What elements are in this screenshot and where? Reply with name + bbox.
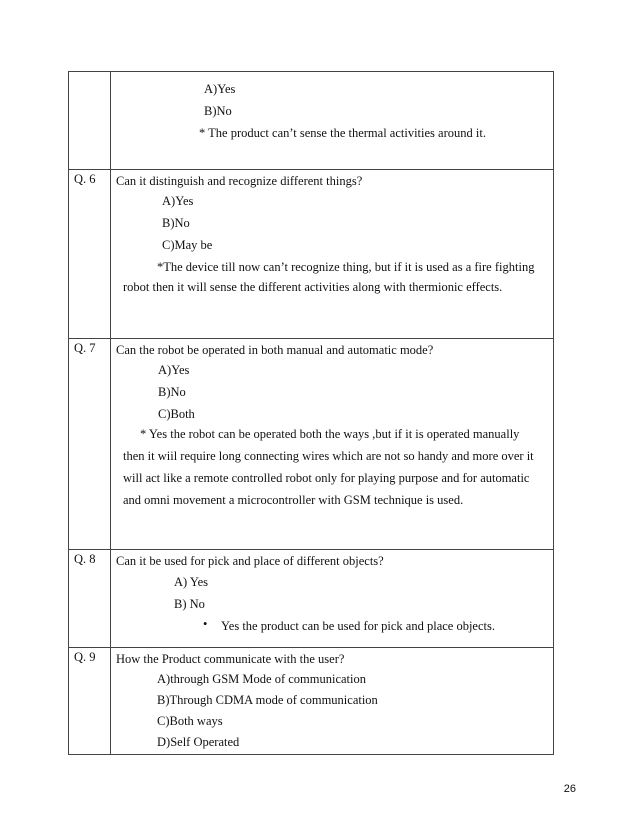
question-text: Can the robot be operated in both manual and automatic mode? <box>116 343 434 357</box>
table-row <box>68 647 554 755</box>
question-cell <box>111 550 553 647</box>
questionnaire-table <box>68 71 554 755</box>
option-a: A)through GSM Mode of communication <box>157 672 367 686</box>
table-row <box>68 338 554 549</box>
answer-note-cont: will act like a remote controlled robot only for playing purpose and for automatic <box>123 471 530 485</box>
question-number: Q. 6 <box>69 170 111 338</box>
option-b: B)No <box>158 385 186 399</box>
answer-note-cont: robot then it will sense the different activities along with thermionic effects. <box>123 280 503 294</box>
option-d: D)Self Operated <box>157 735 240 749</box>
table-row <box>68 71 554 169</box>
option-b: B)No <box>204 104 232 118</box>
answer-note-cont: then it wiil require long connecting wires which are not so handy and more over it <box>123 449 534 463</box>
answer-note: * The product can’t sense the thermal activities around it. <box>199 126 486 140</box>
option-a: A) Yes <box>174 575 209 589</box>
table-row <box>68 169 554 338</box>
question-text: Can it be used for pick and place of different objects? <box>116 554 384 568</box>
question-number <box>69 72 111 169</box>
answer-note: Yes the product can be used for pick and place objects. <box>221 619 495 633</box>
option-c: C)Both <box>158 407 195 421</box>
question-text: How the Product communicate with the user? <box>116 652 345 666</box>
answer-note: * Yes the robot can be operated both the ways ,but if it is operated manually <box>140 427 520 441</box>
option-b: B)Through CDMA mode of communication <box>157 693 378 707</box>
question-cell <box>111 339 553 549</box>
question-number: Q. 9 <box>69 648 111 754</box>
question-number: Q. 8 <box>69 550 111 647</box>
table-row <box>68 549 554 647</box>
question-text: Can it distinguish and recognize different things? <box>116 174 363 188</box>
answer-note: *The device till now can’t recognize thing, but if it is used as a fire fighting <box>157 260 535 274</box>
question-cell <box>111 170 553 338</box>
answer-note-cont: and omni movement a microcontroller with GSM technique is used. <box>123 493 464 507</box>
option-b: B)No <box>162 216 190 230</box>
answer-cell <box>111 72 553 169</box>
option-a: A)Yes <box>204 82 236 96</box>
question-number: Q. 7 <box>69 339 111 549</box>
bullet-icon: • <box>203 617 208 631</box>
page-number: 26 <box>563 783 576 795</box>
option-a: A)Yes <box>158 363 190 377</box>
question-cell <box>111 648 553 754</box>
option-c: C)May be <box>162 238 213 252</box>
option-c: C)Both ways <box>157 714 223 728</box>
option-a: A)Yes <box>162 194 194 208</box>
option-b: B) No <box>174 597 205 611</box>
